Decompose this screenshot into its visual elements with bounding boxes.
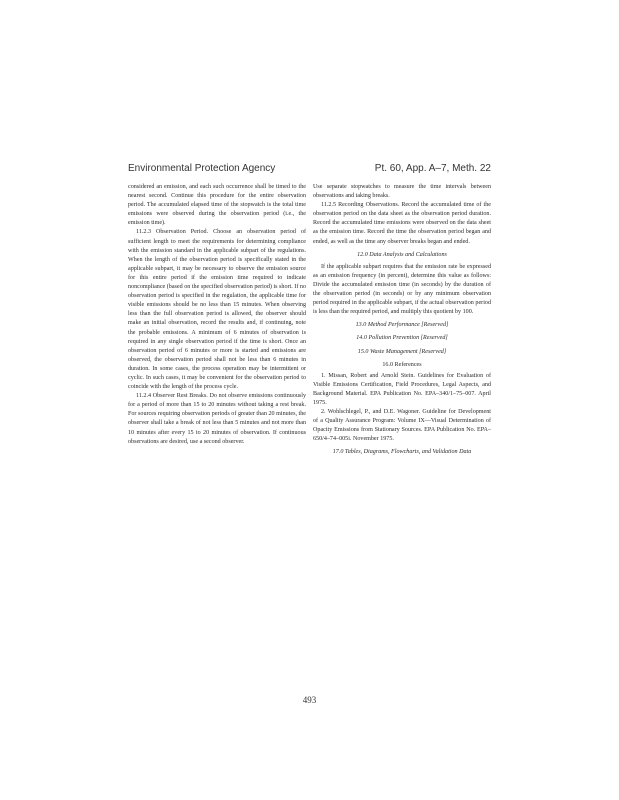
running-header	[128, 163, 491, 177]
reference-1: 1. Missan, Robert and Arnold Stein. Guidelines for Evaluation of Visible Emissions Certification, Field Procedures, Legal Aspects, and Background Material. EPA Publication No. EPA–340/1–75–007. April 1975.	[313, 372, 491, 406]
left-text-column	[128, 183, 306, 447]
section-heading-14: 14.0 Pollution Prevention [Reserved]	[356, 335, 448, 342]
right-text-column	[313, 183, 491, 461]
section-heading-15: 15.0 Waste Management [Reserved]	[357, 348, 447, 355]
section-heading-13: 13.0 Method Performance [Reserved]	[355, 322, 449, 329]
page-number: 493	[302, 695, 317, 705]
header-agency-title: Environmental Protection Agency	[128, 163, 276, 174]
section-heading-17: 17.0 Tables, Diagrams, Flowcharts, and Validation Data	[332, 449, 472, 456]
reference-2: 2. Wohlschlegel, P., and D.E. Wagoner. Guideline for Development of a Quality Assurance Program: Volume IX—Visual Determination of Opacity Emissions from Stationary Sources. EPA Publication No. EPA–650/4–74–005i. November 1975.	[313, 409, 491, 443]
header-section-reference: Pt. 60, App. A–7, Meth. 22	[374, 163, 491, 174]
section-heading-12: 12.0 Data Analysis and Calculations	[357, 251, 447, 258]
left-paragraph-observation-period: 11.2.3 Observation Period. Choose an observation period of sufficient length to meet the requirements for determining compliance with the emission standard in the applicable subpart of the regulations. When the length of the observation period is specifically stated in the applicable subpart, it may be necessary to observe the emission source for this entire period if the emission time required to indicate noncompliance (based on the specified observation period) is short. If no observation period is specified in the regulation, the applicable time for visible emissions should be no less than 15 minutes. When observing less than the full observation period is allowed, the observer should make an initial observation, record the results and, if continuing, note the probable emissions. A minimum of 6 minutes of observation is required in any single observation period if the time is short. Once an observation period of 6 minutes or more is started and emissions are observed, the observation period shall not be less than 6 minutes in duration. In some cases, the process operation may be intermittent or cyclic. In such cases, it may be convenient for the observation period to coincide with the length of the process cycle.	[128, 229, 306, 391]
section-heading-16: 16.0 References	[382, 361, 422, 368]
left-paragraph-rest-breaks: 11.2.4 Observer Rest Breaks. Do not observe emissions continuously for a period of more than 15 to 20 minutes without taking a rest break. For sources requiring observation periods of greater than 20 minutes, the observer shall take a break of not less than 5 minutes and not more than 10 minutes after every 15 to 20 minutes of observation. If continuous observations are desired, use a second observer.	[128, 393, 306, 445]
left-paragraph-1: considered an emission, and each such occurrence shall be timed to the nearest second. Continue this procedure for the entire observation period. The accumulated elapsed time of the stopwatch is the total time emissions were observed during the observation period (i.e., the emission time).	[128, 184, 306, 227]
right-paragraph-calculations: If the applicable subpart requires that the emission rate be expressed as an emission frequency (in percent), determine this value as follows: Divide the accumulated emission time (in seconds) by the duration of the observation period (in seconds) or by any minimum observation period required in the applicable subpart, if the actual observation period is less than the required period, and multiply this quotient by 100.	[313, 263, 491, 316]
right-paragraph-recording: 11.2.5 Recording Observations. Record the accumulated time of the observation period on the data sheet as the observation period duration. Record the accumulated time emissions were observed on the data sheet as the emission time. Record the time the observation period began and ended, as well as the time any observer breaks began and ended.	[313, 202, 491, 245]
right-paragraph-1: Use separate stopwatches to measure the time intervals between observations and taking breaks.	[313, 184, 491, 200]
